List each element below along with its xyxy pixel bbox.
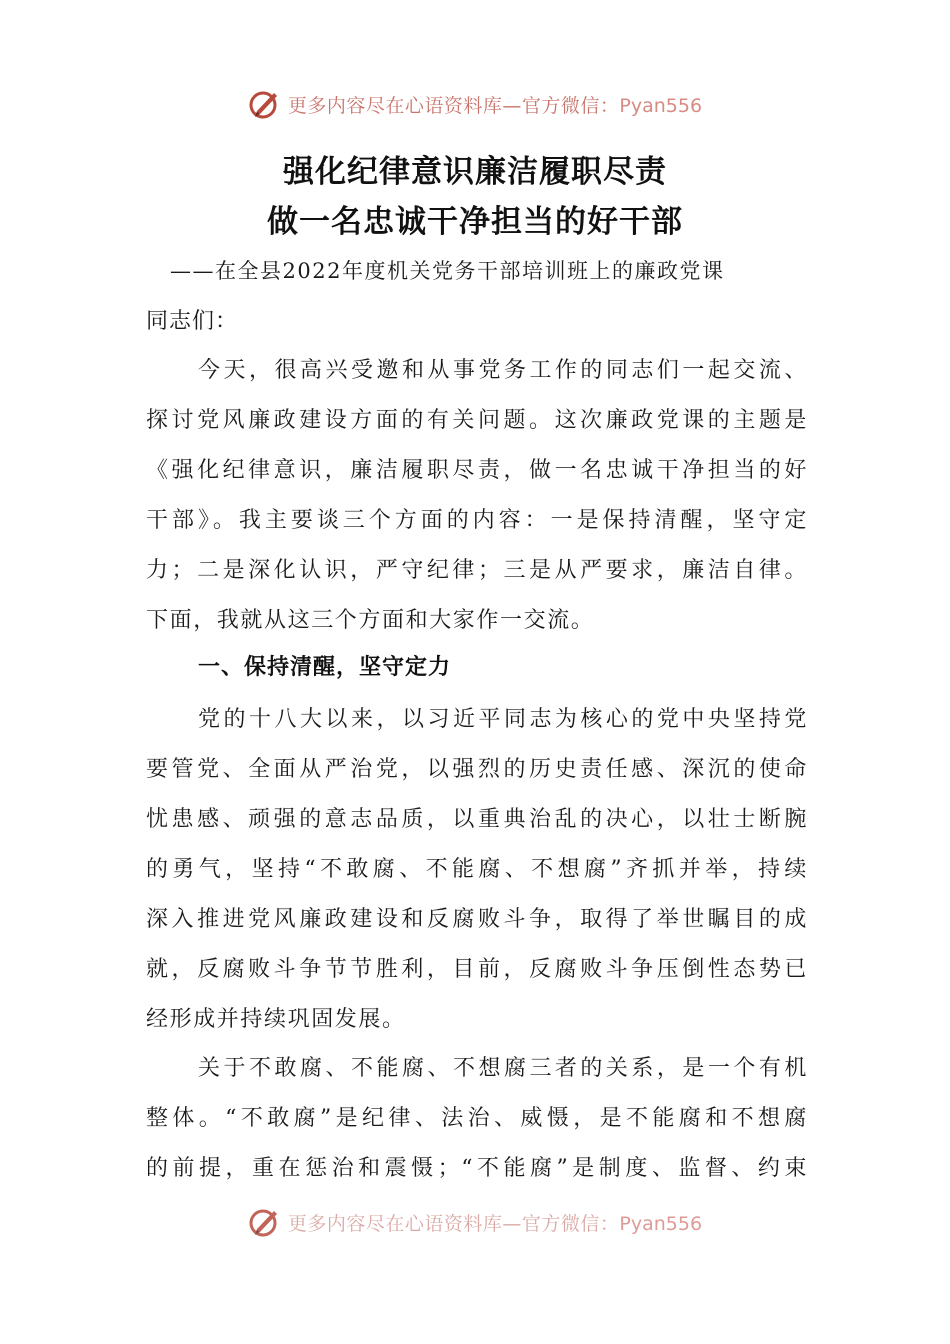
paragraph-line: 党的十八大以来，以习近平同志为核心的党中央坚持党 [198, 707, 808, 732]
greeting: 同志们： [146, 309, 239, 334]
watermark-code: Pyan556 [619, 94, 703, 117]
pen-logo-icon [248, 87, 282, 121]
paragraph-line: 要管党、全面从严治党，以强烈的历史责任感、深沉的使命 [146, 757, 808, 782]
watermark-text [288, 91, 702, 118]
paragraph-line: 忧患感、顽强的意志品质，以重典治乱的决心，以壮士断腕 [146, 807, 808, 832]
watermark-text [288, 1209, 702, 1236]
subtitle: ——在全县2022年度机关党务干部培训班上的廉政党课 [170, 259, 725, 283]
paragraph-line: 《强化纪律意识，廉洁履职尽责，做一名忠诚干净担当的好 [146, 458, 808, 483]
paragraph-line: 就，反腐败斗争节节胜利，目前，反腐败斗争压倒性态势已 [146, 957, 808, 982]
paragraph-section1-a [146, 695, 808, 1045]
watermark-code: Pyan556 [619, 1212, 703, 1235]
paragraph-line: 探讨党风廉政建设方面的有关问题。这次廉政党课的主题是 [146, 408, 808, 433]
watermark-label: 更多内容尽在心语资料库—官方微信： [287, 1212, 620, 1235]
paragraph-line: 下面，我就从这三个方面和大家作一交流。 [146, 608, 595, 633]
title-line-2: 做一名忠诚干净担当的好干部 [267, 204, 683, 240]
paragraph-line: 干部》。我主要谈三个方面的内容：一是保持清醒，坚守定 [146, 508, 808, 533]
watermark-label: 更多内容尽在心语资料库—官方微信： [287, 94, 620, 117]
footer-watermark [0, 1202, 950, 1242]
paragraph-line: 今天，很高兴受邀和从事党务工作的同志们一起交流、 [198, 358, 808, 383]
paragraph-line: 关于不敢腐、不能腐、不想腐三者的关系，是一个有机 [198, 1056, 808, 1081]
section-heading-1: 一、保持清醒，坚守定力 [198, 655, 452, 680]
title-line-1: 强化纪律意识廉洁履职尽责 [283, 154, 667, 190]
paragraph-line: 的勇气，坚持“不敢腐、不能腐、不想腐”齐抓并举，持续 [146, 857, 808, 882]
paragraph-line: 经形成并持续巩固发展。 [146, 1007, 406, 1032]
paragraph-intro [146, 346, 808, 646]
paragraph-line: 的前提，重在惩治和震慑；“不能腐”是制度、监督、约束 [146, 1156, 808, 1181]
pen-logo-icon [248, 1205, 282, 1239]
paragraph-line: 整体。“不敢腐”是纪律、法治、威慑，是不能腐和不想腐 [146, 1106, 808, 1131]
paragraph-line: 深入推进党风廉政建设和反腐败斗争，取得了举世瞩目的成 [146, 907, 808, 932]
paragraph-section1-b [146, 1044, 808, 1194]
paragraph-line: 力；二是深化认识，严守纪律；三是从严要求，廉洁自律。 [146, 558, 808, 583]
header-watermark [0, 84, 950, 124]
